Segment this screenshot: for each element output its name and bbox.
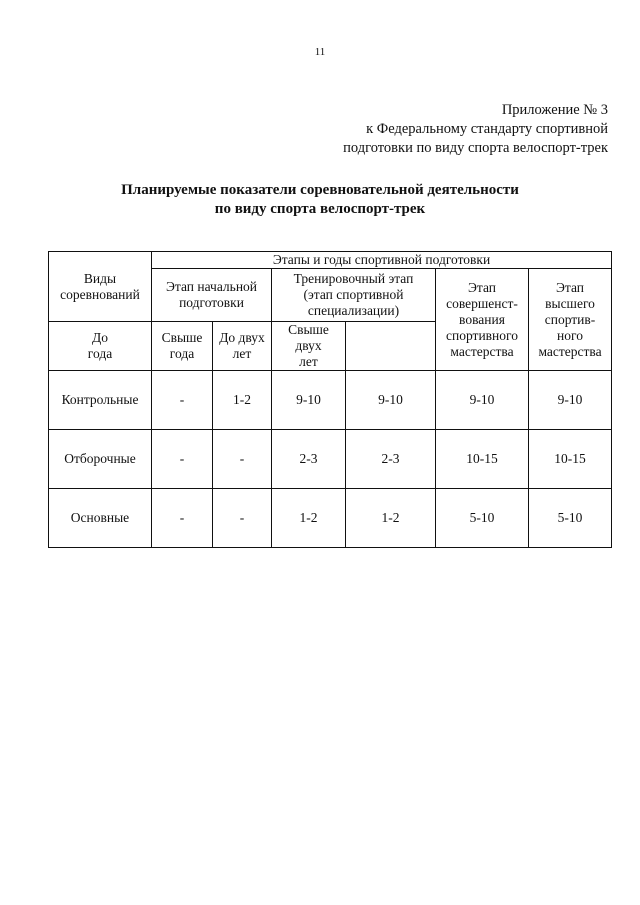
title-line: Планируемые показатели соревновательной деятельности bbox=[121, 182, 519, 198]
header-phase-training bbox=[272, 269, 436, 322]
appendix-line: к Федеральному стандарту спортивной bbox=[366, 121, 608, 137]
header-year-up-to-one bbox=[49, 322, 152, 371]
table-cell: 9-10 bbox=[529, 371, 612, 430]
title-line: по виду спорта велоспорт-трек bbox=[214, 201, 426, 217]
header-phase-improvement bbox=[436, 269, 529, 371]
appendix-reference bbox=[343, 101, 608, 158]
header-line: года bbox=[87, 346, 113, 361]
table-cell: 1-2 bbox=[213, 371, 272, 430]
header-stages: Этапы и годы спортивной подготовки bbox=[152, 252, 612, 269]
header-line: соревнований bbox=[60, 286, 140, 302]
header-year-over-one bbox=[152, 322, 213, 371]
table-cell: 2-3 bbox=[346, 430, 436, 489]
table-cell: - bbox=[152, 489, 213, 548]
header-line: мастерства bbox=[450, 343, 514, 359]
header-line: До двух bbox=[219, 330, 265, 345]
header-line: высшего bbox=[545, 295, 595, 311]
header-line: лет bbox=[232, 346, 252, 361]
table-cell: 1-2 bbox=[346, 489, 436, 548]
table-cell: 10-15 bbox=[529, 430, 612, 489]
header-line: совершенст- bbox=[446, 295, 518, 311]
row-label: Контрольные bbox=[49, 371, 152, 430]
table-cell: 2-3 bbox=[272, 430, 346, 489]
header-line: Этап bbox=[556, 279, 585, 295]
table-cell: - bbox=[152, 371, 213, 430]
table-cell: - bbox=[213, 430, 272, 489]
header-year-over-two bbox=[272, 322, 346, 371]
header-phase-initial bbox=[152, 269, 272, 322]
table-cell: 5-10 bbox=[436, 489, 529, 548]
table-cell: - bbox=[213, 489, 272, 548]
header-line: специализации) bbox=[307, 303, 400, 318]
header-line: спортивного bbox=[446, 327, 518, 343]
page-number: 11 bbox=[314, 46, 326, 58]
header-competition-types bbox=[49, 252, 152, 322]
competition-indicators-table bbox=[48, 251, 612, 548]
header-line: подготовки bbox=[179, 295, 244, 310]
table-cell: 9-10 bbox=[346, 371, 436, 430]
header-line: Этап начальной bbox=[165, 279, 258, 294]
table-cell: 1-2 bbox=[272, 489, 346, 548]
header-line: Тренировочный этап bbox=[293, 271, 414, 286]
document-title bbox=[0, 181, 640, 219]
table-row bbox=[49, 489, 612, 548]
header-line: Свыше bbox=[161, 330, 203, 345]
table-row bbox=[49, 371, 612, 430]
header-line: вования bbox=[459, 311, 505, 327]
header-line: Этап bbox=[467, 279, 496, 295]
table-cell: - bbox=[152, 430, 213, 489]
header-line: До bbox=[92, 330, 108, 345]
table-cell: 5-10 bbox=[529, 489, 612, 548]
row-label: Отборочные bbox=[49, 430, 152, 489]
header-line: мастерства bbox=[538, 343, 602, 359]
header-line: (этап спортивной bbox=[303, 287, 404, 302]
header-line: спортив- bbox=[544, 311, 596, 327]
table-cell: 9-10 bbox=[436, 371, 529, 430]
header-line: лет bbox=[299, 354, 318, 369]
header-line: ного bbox=[557, 327, 583, 343]
header-line: Свыше двух bbox=[288, 322, 329, 353]
appendix-line: Приложение № 3 bbox=[501, 102, 608, 118]
table-cell: 9-10 bbox=[272, 371, 346, 430]
appendix-line: подготовки по виду спорта велоспорт-трек bbox=[343, 140, 608, 156]
header-line: Виды bbox=[83, 270, 117, 286]
header-line: года bbox=[169, 346, 195, 361]
table-cell: 10-15 bbox=[436, 430, 529, 489]
header-phase-highest bbox=[529, 269, 612, 371]
table-row bbox=[49, 430, 612, 489]
row-label: Основные bbox=[49, 489, 152, 548]
header-year-up-to-two bbox=[213, 322, 272, 371]
